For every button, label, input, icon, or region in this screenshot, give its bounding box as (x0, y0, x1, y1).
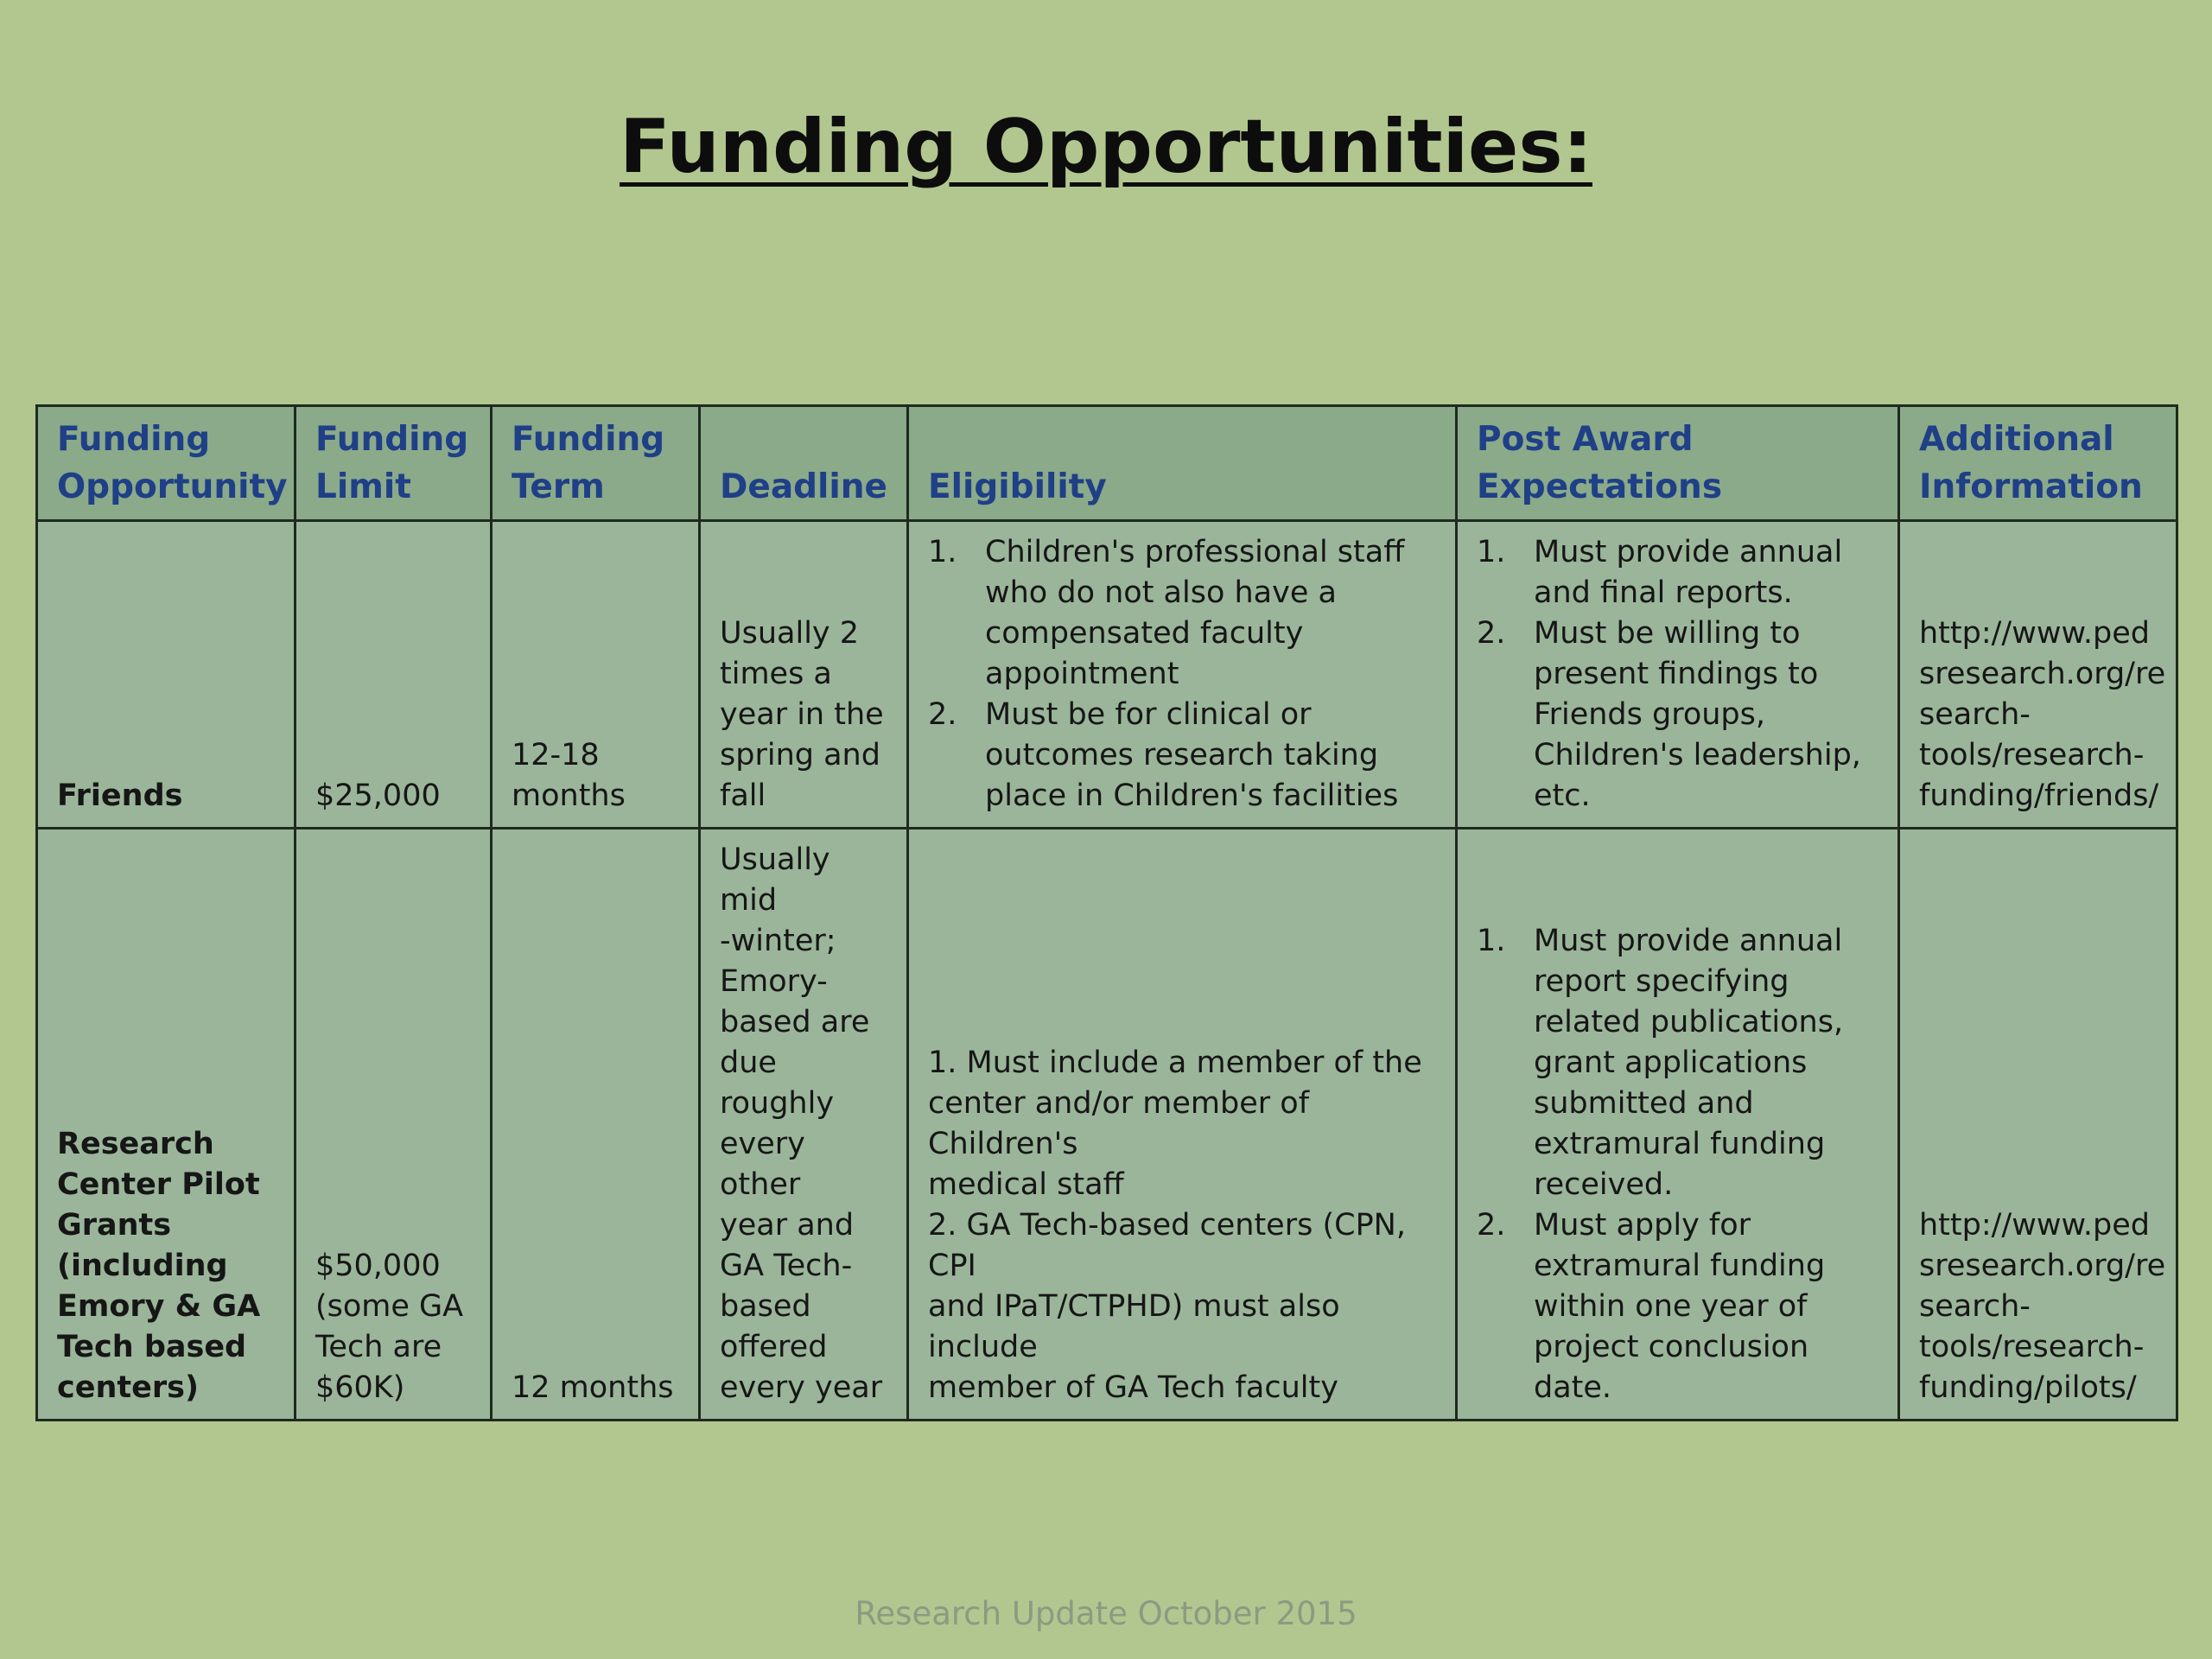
header-additional-information: Additional Information (1899, 406, 2177, 521)
footer-text: Research Update October 2015 (855, 1595, 1357, 1632)
header-post-award-expectations: Post Award Expectations (1457, 406, 1899, 521)
list-item (1477, 921, 1878, 1205)
list-number: 2. (928, 697, 957, 732)
expectations-list (1477, 921, 1878, 1408)
deadline-cell: Usually mid -winter; Emory- based are due roughly every other year and GA Tech- based offered every year (700, 829, 908, 1421)
deadline-cell: Usually 2 times a year in the spring and fall (700, 521, 908, 829)
table-row (37, 829, 2177, 1421)
header-eligibility: Eligibility (908, 406, 1457, 521)
info-link-cell: http://www.ped sresearch.org/re search- tools/research- funding/pilots/ (1899, 829, 2177, 1421)
list-item (1477, 1205, 1878, 1408)
term-cell: 12-18 months (492, 521, 700, 829)
term-cell: 12 months (492, 829, 700, 1421)
list-item (928, 695, 1436, 817)
list-text: Children's professional staff who do not also have a compensated faculty appointment (985, 535, 1405, 691)
limit-cell: $50,000 (some GA Tech are $60K) (296, 829, 492, 1421)
limit-cell: $25,000 (296, 521, 492, 829)
list-text: Must apply for extramural funding within one year of project conclusion date. (1534, 1208, 1826, 1405)
opportunity-cell: Friends (37, 521, 296, 829)
expectations-cell (1457, 829, 1899, 1421)
list-number: 1. (1477, 924, 1506, 958)
list-text: Must be willing to present findings to Friends groups, Children's leadership, etc. (1534, 616, 1861, 813)
page-title: Funding Opportunities: (620, 104, 1592, 190)
eligibility-list (928, 532, 1436, 817)
table-row (37, 521, 2177, 829)
header-funding-limit: Funding Limit (296, 406, 492, 521)
list-number: 2. (1477, 1208, 1506, 1243)
list-text: Must provide annual report specifying related publications, grant applications submitted and extramural funding received. (1534, 924, 1844, 1202)
expectations-cell (1457, 521, 1899, 829)
expectations-list (1477, 532, 1878, 817)
header-funding-term: Funding Term (492, 406, 700, 521)
header-funding-opportunity: Funding Opportunity (37, 406, 296, 521)
header-deadline: Deadline (700, 406, 908, 521)
list-number: 2. (1477, 616, 1506, 651)
list-number: 1. (1477, 535, 1506, 569)
info-link-cell: http://www.ped sresearch.org/re search- tools/research- funding/friends/ (1899, 521, 2177, 829)
eligibility-cell: 1. Must include a member of the center and/or member of Children's medical staff 2. GA Tech-based centers (CPN, CPI and IPaT/CTPHD) must also include member of GA Tech faculty (908, 829, 1457, 1421)
table-header-row (37, 406, 2177, 521)
funding-table (35, 404, 2178, 1421)
list-number: 1. (928, 535, 957, 569)
eligibility-cell (908, 521, 1457, 829)
list-text: Must be for clinical or outcomes research taking place in Children's facilities (985, 697, 1399, 813)
list-item (1477, 532, 1878, 613)
list-item (1477, 613, 1878, 817)
opportunity-cell: Research Center Pilot Grants (including Emory & GA Tech based centers) (37, 829, 296, 1421)
list-text: Must provide annual and final reports. (1534, 535, 1843, 610)
list-item (928, 532, 1436, 695)
